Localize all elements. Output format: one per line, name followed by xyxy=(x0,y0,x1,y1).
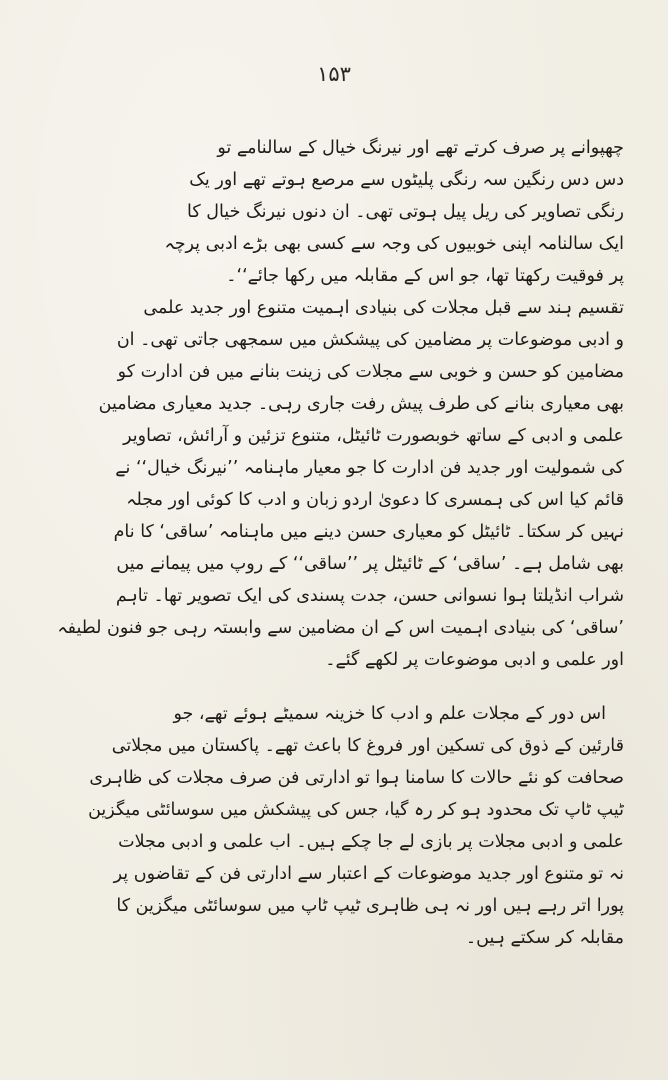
text-line: و ادبی موضوعات پر مضامین کی پیشکش میں سمجھی جاتی تھی۔ ان xyxy=(116,330,624,350)
paragraph-1 xyxy=(28,132,624,292)
text-line: دس دس رنگین سہ رنگی پلیٹوں سے مرصع ہوتے تھے اور یک xyxy=(189,170,624,190)
text-line: رنگی تصاویر کی ریل پیل ہوتی تھی۔ ان دنوں نیرنگ خیال کا xyxy=(187,202,624,222)
text-line: ایک سالنامہ اپنی خوبیوں کی وجہ سے کسی بھی بڑے ادبی پرچہ xyxy=(164,234,624,254)
text-line: شراب انڈیلتا ہوا نسوانی حسن، جدت پسندی کی ایک تصویر تھا۔ تاہم xyxy=(115,586,624,606)
body-text xyxy=(28,132,624,954)
text-line: کی شمولیت اور جدید فن ادارت کا جو معیار ماہنامہ ’’نیرنگ خیال‘‘ نے xyxy=(115,458,624,478)
text-line: اور علمی و ادبی موضوعات پر لکھے گئے۔ xyxy=(325,650,624,670)
text-line: مضامین کو حسن و خوبی سے مجلات کی زینت بنانے میں فن ادارت کو xyxy=(117,362,624,382)
text-line: قارئین کے ذوق کی تسکین اور فروغ کا باعث تھے۔ پاکستان میں مجلاتی xyxy=(111,736,624,756)
text-line: مقابلہ کر سکتے ہیں۔ xyxy=(465,928,624,948)
text-line: بھی شامل ہے۔ ’ساقی‘ کے ٹائیٹل پر ’’ساقی‘‘ کے روپ میں پیمانے میں xyxy=(116,554,624,574)
text-line: صحافت کو نئے حالات کا سامنا ہوا تو ادارتی فن صرف مجلات کی ظاہری xyxy=(89,768,624,788)
text-line: قائم کیا اس کی ہمسری کا دعویٰ اردو زبان و ادب کا کوئی اور مجلہ xyxy=(126,490,624,510)
paragraph-2 xyxy=(28,292,624,676)
text-line: اس دور کے مجلات علم و ادب کا خزینہ سمیٹے ہوئے تھے، جو xyxy=(173,704,606,724)
text-line: پورا اتر رہے ہیں اور نہ ہی ظاہری ٹیپ ٹاپ میں سوسائٹی میگزین کا xyxy=(116,896,624,916)
text-line: نہ تو متنوع اور جدید موضوعات کے اعتبار سے ادارتی فن کے تقاضوں پر xyxy=(113,864,624,884)
text-line: علمی و ادبی مجلات پر بازی لے جا چکے ہیں۔ اب علمی و ادبی مجلات xyxy=(118,832,624,852)
text-line: علمی و ادبی کے ساتھ خوبصورت ٹائیٹل، متنوع تزئین و آرائش، تصاویر xyxy=(123,426,624,446)
text-line: پر فوقیت رکھتا تھا، جو اس کے مقابلہ میں رکھا جائے‘‘۔ xyxy=(226,266,624,286)
text-line: چھپوانے پر صرف کرتے تھے اور نیرنگ خیال کے سالنامے تو xyxy=(217,138,624,158)
page-number: ۱۵۳ xyxy=(317,62,351,86)
text-line: ٹیپ ٹاپ تک محدود ہو کر رہ گیا، جس کی پیشکش میں سوسائٹی میگزین xyxy=(88,800,624,820)
text-line: ’ساقی‘ کی بنیادی اہمیت اس کے ان مضامین سے وابستہ رہی جو فنون لطیفہ xyxy=(57,618,624,638)
paragraph-3 xyxy=(28,698,624,954)
text-line: نہیں کر سکتا۔ ٹائیٹل کو معیاری حسن دینے میں ماہنامہ ’ساقی‘ کا نام xyxy=(113,522,624,542)
text-line: تقسیم ہند سے قبل مجلات کی بنیادی اہمیت متنوع اور جدید علمی xyxy=(143,298,624,318)
text-line: بھی معیاری بنانے کی طرف پیش رفت جاری رہی۔ جدید معیاری مضامین xyxy=(98,394,624,414)
